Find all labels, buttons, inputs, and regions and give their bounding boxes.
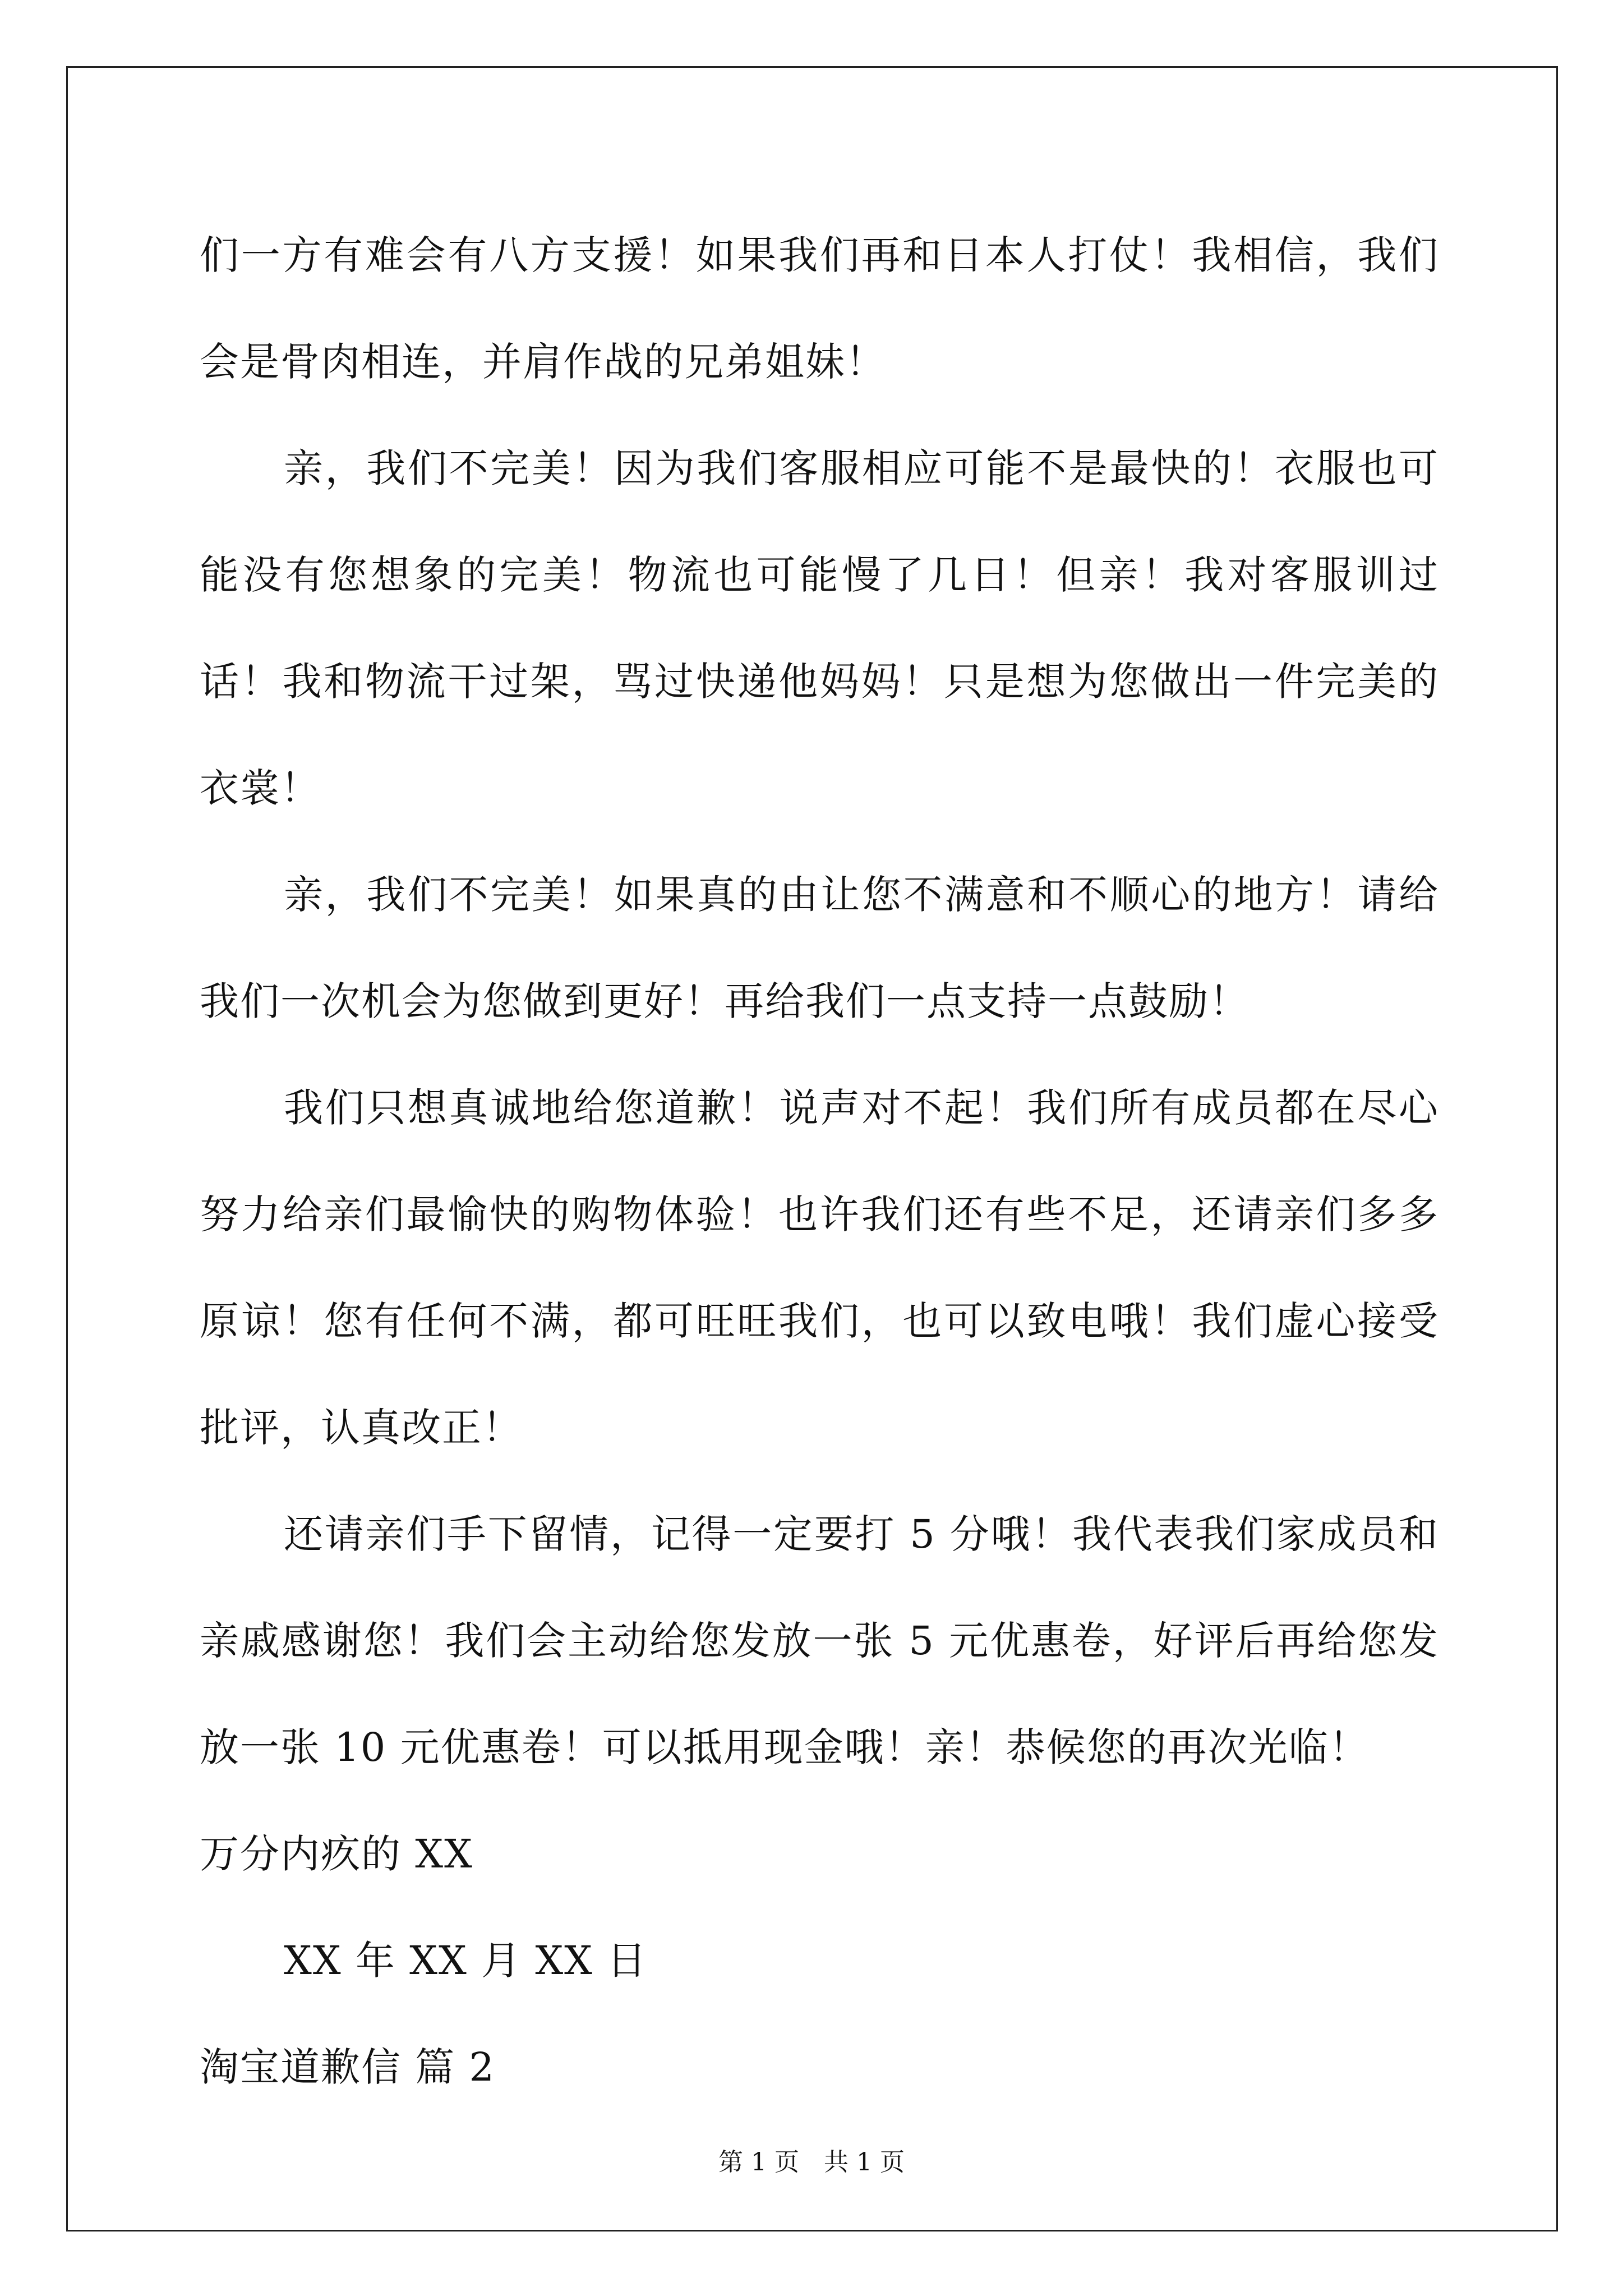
paragraph-2: 亲，我们不完美！因为我们客服相应可能不是最快的！衣服也可能没有您想象的完美！物流也可能慢了几日！但亲！我对客服训过话！我和物流干过架，骂过快递他妈妈！只是想为您做出一件完美的衣裳！ <box>200 445 1439 811</box>
paragraph-1: 们一方有难会有八方支援！如果我们再和日本人打仗！我相信，我们会是骨肉相连，并肩作战的兄弟姐妹！ <box>200 232 1439 385</box>
next-article-title: 淘宝道歉信 篇 2 <box>200 2044 496 2090</box>
paragraph-3: 亲，我们不完美！如果真的由让您不满意和不顺心的地方！请给我们一次机会为您做到更好！再给我们一点支持一点鼓励！ <box>200 872 1439 1024</box>
page-footer: 第 1 页 共 1 页 <box>718 2148 905 2177</box>
document-body <box>200 202 1439 2120</box>
signature: 万分内疚的 XX <box>200 1831 473 1877</box>
date-line: XX 年 XX 月 XX 日 <box>284 1938 648 1984</box>
paragraph-4: 我们只想真诚地给您道歉！说声对不起！我们所有成员都在尽心努力给亲们最愉快的购物体验！也许我们还有些不足，还请亲们多多原谅！您有任何不满，都可旺旺我们，也可以致电哦！我们虚心接受批评，认真改正！ <box>200 1085 1439 1451</box>
paragraph-5: 还请亲们手下留情，记得一定要打 5 分哦！我代表我们家成员和亲戚感谢您！我们会主动给您发放一张 5 元优惠卷，好评后再给您发放一张 10 元优惠卷！可以抵用现金哦！亲！恭候您的再次光临！ <box>200 1511 1439 1770</box>
